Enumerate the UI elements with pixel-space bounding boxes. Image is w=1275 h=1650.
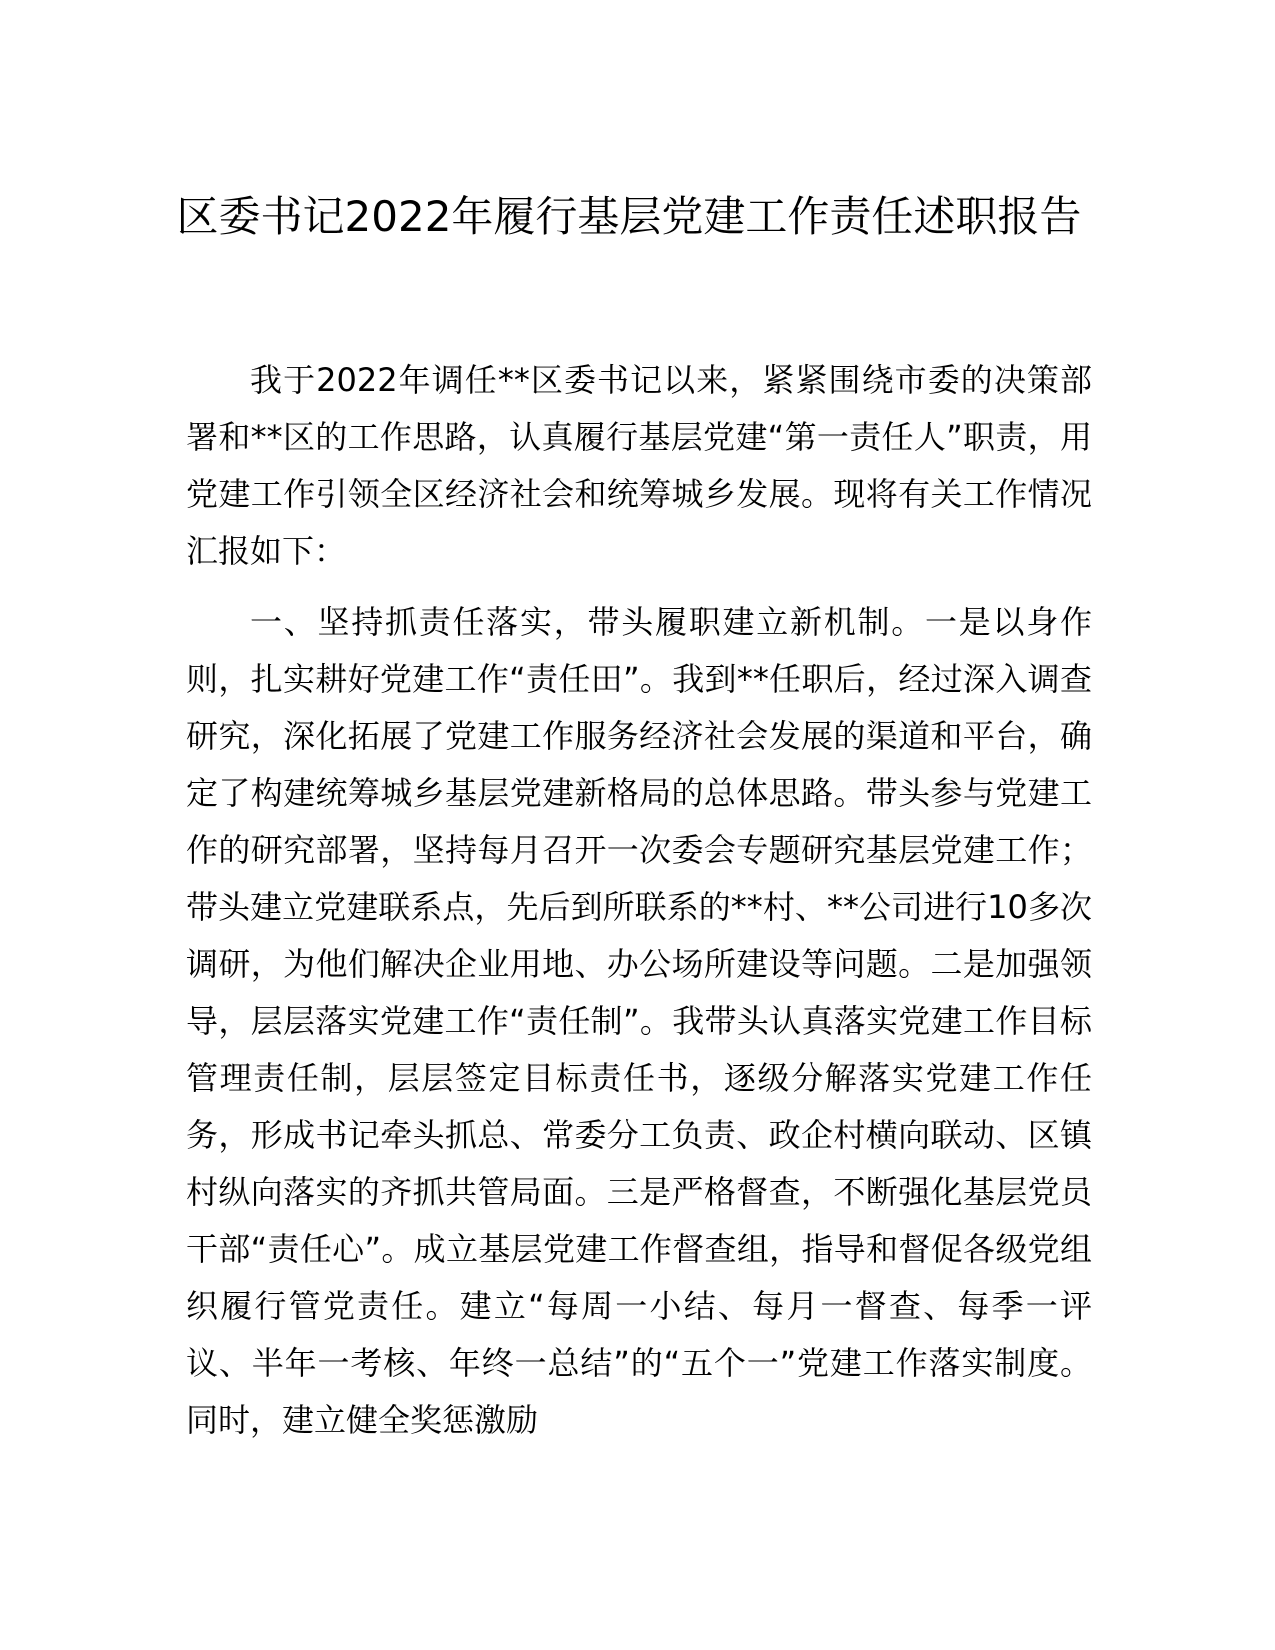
paragraph-section-one: 一、坚持抓责任落实，带头履职建立新机制。一是以身作则，扎实耕好党建工作“责任田”。我到**任职后，经过深入调查研究，深化拓展了党建工作服务经济社会发展的渠道和平台，确定了构建统筹城乡基层党建新格局的总体思路。带头参与党建工作的研究部署，坚持每月召开一次委会专题研究基层党建工作；带头建立党建联系点，先后到所联系的**村、**公司进行10多次调研，为他们解决企业用地、办公场所建设等问题。二是加强领导，层层落实党建工作“责任制”。我带头认真落实党建工作目标管理责任制，层层签定目标责任书，逐级分解落实党建工作任务，形成书记牵头抓总、常委分工负责、政企村横向联动、区镇村纵向落实的齐抓共管局面。三是严格督查，不断强化基层党员干部“责任心”。成立基层党建工作督查组，指导和督促各级党组织履行管党责任。建立“每周一小结、每月一督查、每季一评议、半年一考核、年终一总结”的“五个一”党建工作落实制度。同时，建立健全奖惩激励 [186,603,1092,1439]
document-title: 区委书记2022年履行基层党建工作责任述职报告 [176,192,1082,241]
paragraph-intro: 我于2022年调任**区委书记以来，紧紧围绕市委的决策部署和**区的工作思路，认真履行基层党建“第一责任人”职责，用党建工作引领全区经济社会和统筹城乡发展。现将有关工作情况汇报如下： [186,361,1092,570]
document-body [186,352,1092,1463]
